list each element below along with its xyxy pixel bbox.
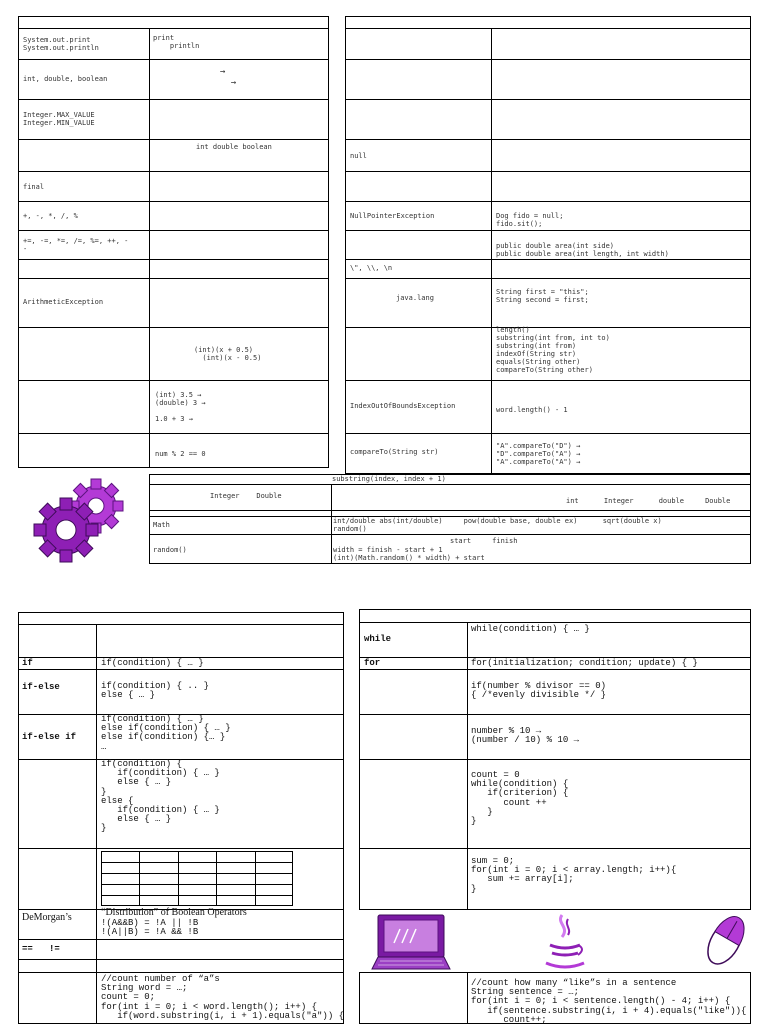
random-range-formula: width = finish - start + 1 (int)(Math.random() * width) + start — [333, 546, 485, 562]
while-code: while(condition) { … } — [471, 624, 590, 634]
math-methods: int/double abs(int/double) pow(double base, double ex) sqrt(double x) random() — [333, 517, 662, 533]
demorgan-heading: “Distribution” of Boolean Operators — [101, 907, 247, 918]
demorgan-rules: !(A&&B) = !A || !B !(A||B) = !A && !B — [101, 918, 199, 938]
random-label: random() — [153, 546, 187, 554]
substring-single-char: substring(index, index + 1) — [332, 475, 446, 483]
final-label: final — [23, 183, 45, 191]
overload-example: public double area(int side) public double area(int length, int width) — [496, 242, 669, 258]
type-arrows: → → — [220, 67, 237, 88]
string-methods-list: length() substring(int from, int to) substring(int from) indexOf(String str) equals(String other) compareTo(String other) — [496, 326, 610, 374]
integer-limits-label: Integer.MAX_VALUE Integer.MIN_VALUE — [23, 111, 95, 127]
mouse-icon — [700, 912, 750, 972]
array-sum-code: sum = 0; for(int i = 0; i < array.length; i++){ sum += array[i]; } — [471, 856, 677, 894]
java-lang-label: java.lang — [396, 294, 434, 302]
count-likes-code: //count how many “like”s in a sentence String sentence = …; for(int i = 0; i < sentence.length() - 4; i++) { if(sentence.substring(i, i + 4).equals("like")){ count++; — [471, 978, 747, 1025]
null-pointer-example: Dog fido = null; fido.sit(); — [496, 212, 564, 228]
escape-sequences: \", \\, \n — [350, 264, 393, 272]
if-code: if(condition) { … } — [101, 658, 204, 668]
index-out-of-bounds-label: IndexOutOfBoundsException — [350, 402, 456, 410]
if-else-if-code: if(condition) { … } else if(condition) { … } else if(condition) {… } … — [101, 714, 231, 752]
math-label: Math — [153, 521, 170, 529]
divisible-code: if(number % divisor == 0) { /*evenly divisible */ } — [471, 681, 607, 701]
nested-if-code: if(condition) { if(condition) { … } else { … } } else { if(condition) { … } else { … } } — [101, 759, 220, 834]
casting-code: (int) 3.5 → (double) 3 → 1.0 + 3 → — [155, 391, 206, 423]
digits-code: number % 10 → (number / 10) % 10 → — [471, 726, 580, 746]
null-pointer-exception-label: NullPointerException — [350, 212, 435, 220]
print-names: print println — [153, 34, 200, 50]
wrapper-classes-left: Integer Double — [210, 492, 282, 500]
gears-icon — [28, 476, 124, 566]
arithmetic-operators-label: +, -, *, /, % — [23, 212, 78, 220]
count-letters-code: //count number of “a”s String word = …; count = 0; for(int i = 0; i < word.length(); i++) { if(word.substring(i, i + 1).equals("a")) { — [101, 974, 345, 1021]
java-coffee-icon — [542, 911, 588, 973]
last-index-code: word.length() - 1 — [496, 406, 568, 414]
demorgan-label: DeMorgan’s — [22, 912, 72, 923]
equality-operators-label: == != — [22, 944, 60, 954]
if-label: if — [22, 658, 33, 668]
if-else-label: if-else — [22, 682, 60, 692]
if-else-code: if(condition) { .. } else { … } — [101, 681, 210, 701]
while-label: while — [364, 634, 392, 644]
start-finish-labels: start finish — [450, 537, 518, 545]
laptop-icon — [370, 913, 452, 971]
string-reference-example: String first = "this"; String second = first; — [496, 288, 589, 304]
wrapper-classes-right: int Integer double Double — [566, 497, 731, 505]
if-else-if-label: if-else if — [22, 732, 77, 742]
counting-code: count = 0 while(condition) { if(criterion) { count ++ } } — [471, 770, 569, 827]
compareto-label: compareTo(String str) — [350, 448, 439, 456]
primitive-types-list: int double boolean — [196, 143, 272, 151]
even-check-code: num % 2 == 0 — [155, 450, 206, 458]
compareto-examples: "A".compareTo("D") → "D".compareTo("A") → "A".compareTo("A") → — [496, 442, 581, 466]
print-methods-label: System.out.print System.out.println — [23, 36, 99, 52]
null-label: null — [350, 152, 367, 160]
rounding-code: (int)(x + 0.5) (int)(x - 0.5) — [194, 346, 262, 362]
primitive-types-label: int, double, boolean — [23, 75, 108, 83]
for-label: for — [364, 658, 381, 668]
arithmetic-exception-label: ArithmeticException — [23, 298, 104, 306]
for-code: for(initialization; condition; update) { } — [471, 658, 698, 668]
compound-operators-label: +=, -=, *=, /=, %=, ++, - - — [23, 237, 129, 253]
